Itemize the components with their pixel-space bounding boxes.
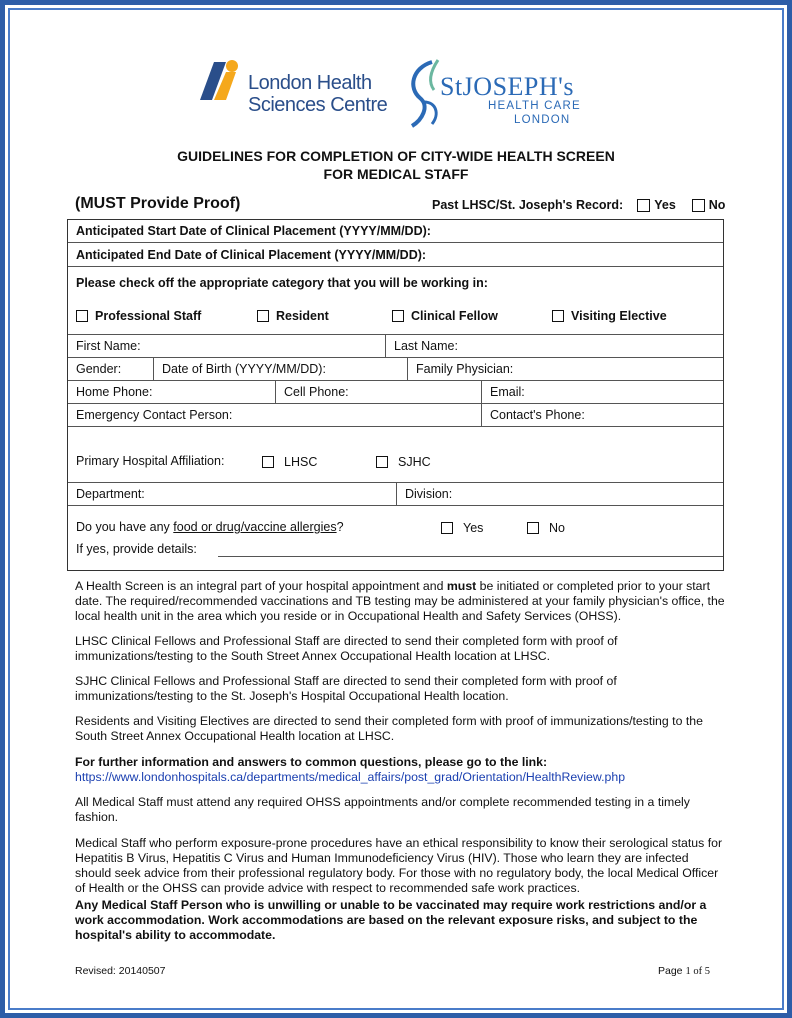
allergy-details-line[interactable]	[218, 556, 723, 557]
clinical-fellow-label: Clinical Fellow	[411, 309, 498, 323]
page-number	[658, 965, 710, 977]
visiting-elective-checkbox[interactable]	[552, 310, 564, 322]
paragraph-health-screen	[75, 579, 725, 624]
resident-checkbox[interactable]	[257, 310, 269, 322]
lhsc-label: LHSC	[284, 455, 318, 469]
home-phone-field[interactable]: Home Phone:	[76, 385, 153, 399]
end-date-row	[68, 243, 723, 267]
affiliation-row	[68, 427, 723, 483]
emergency-row	[68, 404, 723, 427]
sjhc-name: StJOSEPH's	[440, 72, 574, 101]
health-review-link[interactable]: https://www.londonhospitals.ca/departments/medical_affairs/post_grad/Orientation/HealthReview.php	[75, 770, 626, 784]
page-title-line2: FOR MEDICAL STAFF	[323, 166, 469, 182]
allergy-no-checkbox[interactable]	[527, 522, 539, 534]
allergy-yes[interactable]	[441, 521, 483, 535]
division-field[interactable]: Division:	[396, 483, 723, 505]
sjhc-label: SJHC	[398, 455, 431, 469]
gender-field[interactable]: Gender:	[76, 362, 122, 376]
category-visiting-elective[interactable]	[552, 309, 667, 323]
allergy-no[interactable]	[527, 521, 565, 535]
category-resident[interactable]	[257, 309, 329, 323]
proof-label: (MUST Provide Proof)	[75, 195, 241, 212]
health-screen-form	[67, 219, 724, 571]
email-field[interactable]: Email:	[481, 381, 723, 403]
last-name-field[interactable]: Last Name:	[385, 335, 723, 357]
end-date-field[interactable]: Anticipated End Date of Clinical Placement (YYYY/MM/DD):	[76, 247, 427, 262]
allergy-question-post: ?	[336, 520, 344, 534]
past-record	[432, 198, 725, 212]
start-date-row	[68, 220, 723, 243]
category-professional-staff[interactable]	[76, 309, 201, 323]
lhsc-logo	[196, 56, 396, 126]
category-prompt: Please check off the appropriate category that you will be working in:	[76, 276, 488, 290]
visiting-elective-label: Visiting Elective	[571, 309, 667, 323]
revised-date: Revised: 20140507	[75, 965, 166, 977]
paragraph-sjhc: SJHC Clinical Fellows and Professional Staff are directed to send their completed form with proof of immunizations/testing to the St. Joseph's Hospital Occupational Health location.	[75, 674, 617, 703]
p1-must: must	[446, 579, 477, 593]
affiliation-label: Primary Hospital Affiliation:	[76, 454, 225, 468]
category-row	[68, 267, 723, 335]
past-record-label: Past LHSC/St. Joseph's Record:	[432, 198, 624, 212]
resident-label: Resident	[276, 309, 329, 323]
start-date-field[interactable]: Anticipated Start Date of Clinical Placement (YYYY/MM/DD):	[76, 224, 431, 238]
dob-field[interactable]: Date of Birth (YYYY/MM/DD):	[153, 358, 407, 380]
allergy-question-underlined: food or drug/vaccine allergies	[173, 520, 337, 534]
lhsc-name-line1: London Health	[248, 72, 372, 94]
emergency-contact-field[interactable]: Emergency Contact Person:	[76, 408, 233, 422]
allergy-details-label: If yes, provide details:	[76, 542, 197, 556]
p1-text-a: A Health Screen is an integral part of your hospital appointment and	[75, 579, 447, 593]
cell-phone-field[interactable]: Cell Phone:	[275, 381, 481, 403]
allergy-row	[68, 506, 723, 570]
name-row	[68, 335, 723, 358]
paragraph-further-info	[75, 755, 725, 785]
page-count: 1 of 5	[685, 966, 710, 977]
allergy-yes-label: Yes	[463, 521, 484, 535]
family-physician-field[interactable]: Family Physician:	[407, 358, 723, 380]
past-record-no-checkbox[interactable]	[692, 199, 705, 212]
sjhc-health-care: HEALTH CARE	[488, 100, 581, 112]
lhsc-logo-icon	[196, 58, 244, 102]
past-record-yes-checkbox[interactable]	[637, 199, 650, 212]
sjhc-checkbox[interactable]	[376, 456, 388, 468]
page-label: Page	[658, 965, 683, 977]
sjhc-logo	[402, 58, 592, 130]
phone-row	[68, 381, 723, 404]
professional-staff-label: Professional Staff	[95, 309, 202, 323]
allergy-no-label: No	[549, 521, 565, 535]
clinical-fellow-checkbox[interactable]	[392, 310, 404, 322]
paragraph-exposure: Medical Staff who perform exposure-prone procedures have an ethical responsibility to know their serological status for Hepatitis B Virus, Hepatitis C Virus and Human Immunodeficiency Virus (HIV). Those who learn they are infected should seek advice from their professional regulatory body. For those with no regulatory body, the local Medical Officer of Health or the OHSS can provide advice with respect to recommended safe work practices.	[75, 836, 723, 895]
allergy-question-pre: Do you have any	[76, 520, 174, 534]
contact-phone-field[interactable]: Contact's Phone:	[481, 404, 723, 426]
department-field[interactable]: Department:	[76, 487, 145, 501]
lhsc-checkbox[interactable]	[262, 456, 274, 468]
page-title-line1: GUIDELINES FOR COMPLETION OF CITY-WIDE HEALTH SCREEN	[177, 148, 615, 164]
past-record-yes-label: Yes	[654, 198, 676, 212]
further-info-text: For further information and answers to common questions, please go to the link:	[75, 755, 548, 769]
paragraph-accommodation: Any Medical Staff Person who is unwilling or unable to be vaccinated may require work restrictions and/or a work accommodation. Work accommodations are based on the relevant exposure risks, and subject to the hospital's ability to accommodate.	[75, 898, 707, 942]
affiliation-lhsc[interactable]	[262, 455, 317, 469]
past-record-no-label: No	[708, 198, 726, 212]
professional-staff-checkbox[interactable]	[76, 310, 88, 322]
paragraph-ohss: All Medical Staff must attend any required OHSS appointments and/or complete recommended testing in a timely fashion.	[75, 795, 690, 824]
allergy-yes-checkbox[interactable]	[441, 522, 453, 534]
allergy-question	[76, 520, 344, 534]
p1-text-c: be initiated or completed prior to your start date. The required/recommended vaccinations and TB testing may be administered at your family physician's office, the local health unit in the area which you reside or in Occupational Health and Safety Services (OHSS).	[75, 579, 725, 623]
sjhc-london: LONDON	[514, 114, 571, 126]
paragraph-residents: Residents and Visiting Electives are directed to send their completed form with proof of immunizations/testing to the South Street Annex Occupational Health location at LHSC.	[75, 714, 703, 743]
department-row	[68, 483, 723, 506]
category-clinical-fellow[interactable]	[392, 309, 498, 323]
gender-row	[68, 358, 723, 381]
lhsc-name-line2: Sciences Centre	[248, 94, 388, 116]
paragraph-lhsc: LHSC Clinical Fellows and Professional Staff are directed to send their completed form with proof of immunizations/testing to the South Street Annex Occupational Health location at LHSC.	[75, 634, 618, 663]
affiliation-sjhc[interactable]	[376, 455, 431, 469]
first-name-field[interactable]: First Name:	[76, 339, 141, 353]
